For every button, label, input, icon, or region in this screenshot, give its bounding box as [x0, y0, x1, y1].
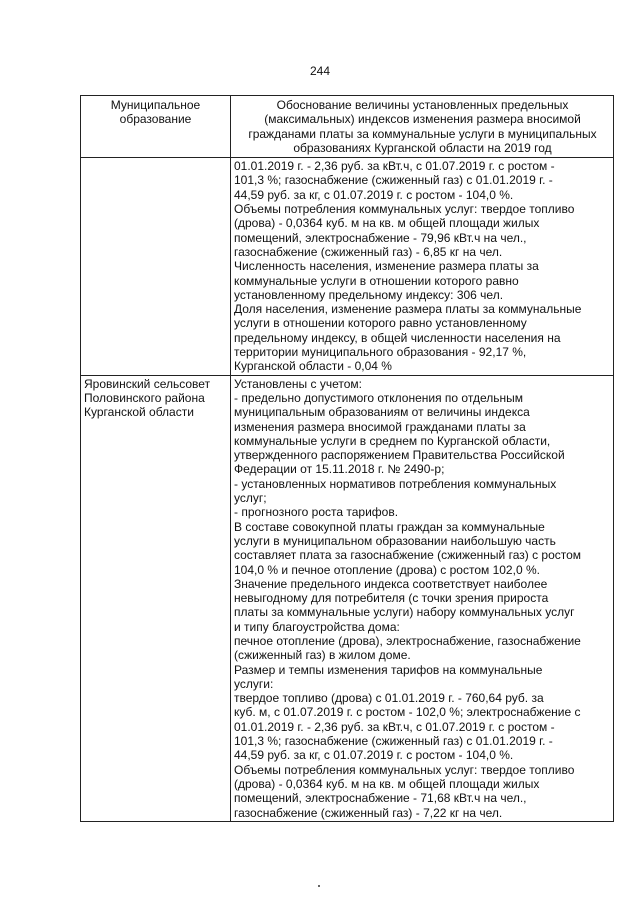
text-line: Курганской области - 0,04 % — [234, 359, 392, 374]
municipality-name-line: Курганской области — [84, 405, 194, 420]
table-row — [81, 375, 613, 821]
text-line: предельному индексу, в общей численности населения на — [234, 330, 561, 345]
text-line: Численность населения, изменение размера платы за — [234, 259, 539, 274]
text-line: помещений, электроснабжение - 71,68 кВт.ч на чел., — [234, 791, 527, 806]
municipality-name-line: Половинского района — [84, 390, 205, 405]
text-line: печное отопление (дрова), электроснабжение, газоснабжение — [234, 633, 581, 648]
text-line: коммунальные услуги в отношении которого равно — [234, 273, 519, 288]
text-line: твердое топливо (дрова) с 01.01.2019 г. - 760,64 руб. за — [234, 691, 544, 706]
text-line: куб. м, с 01.07.2019 г. с ростом - 102,0 %; электроснабжение с — [234, 705, 581, 720]
text-line: Размер и темпы изменения тарифов на коммунальные — [234, 662, 543, 677]
text-line: 44,59 руб. за кг, с 01.07.2019 г. с ростом - 104,0 %. — [234, 187, 514, 202]
header-text-line: (максимальных) индексов изменения размера вносимой — [264, 112, 581, 127]
header-justification — [231, 96, 613, 157]
header-text-line: гражданами платы за коммунальные услуги в муниципальных — [248, 126, 597, 141]
text-line: Федерации от 15.11.2018 г. № 2490-р; — [234, 462, 445, 477]
text-line: невыгодному для потребителя (с точки зрения прироста — [234, 591, 549, 606]
table-header-row — [81, 96, 613, 157]
scan-speck — [318, 885, 320, 887]
text-line: газоснабжение (сжиженный газ) - 6,85 кг на чел. — [234, 244, 503, 259]
header-text-line: Муниципальное — [110, 98, 201, 112]
header-text-line: образованиях Курганской области на 2019 год — [293, 140, 552, 155]
text-line: коммунальные услуги в среднем по Курганской области, — [234, 433, 551, 448]
text-line: помещений, электроснабжение - 79,96 кВт.ч на чел., — [234, 230, 527, 245]
justification-cell — [231, 158, 613, 374]
header-text-line: Обоснование величины установленных предельных — [276, 98, 569, 112]
text-line: территории муниципального образования - 92,17 %, — [234, 345, 527, 360]
text-line: 101,3 %; газоснабжение (сжиженный газ) с 01.01.2019 г. - — [234, 173, 553, 188]
justification-cell — [231, 376, 613, 821]
text-line: и типу благоустройства дома: — [234, 619, 400, 634]
text-line: 01.01.2019 г. - 2,36 руб. за кВт.ч, с 01.07.2019 г. с ростом - — [234, 159, 555, 174]
municipality-name-line: Яровинский сельсовет — [84, 376, 211, 391]
municipality-cell — [81, 158, 231, 374]
text-line: (сжиженный газ) в жилом доме. — [234, 648, 411, 663]
table-row — [81, 157, 613, 374]
text-line: (дрова) - 0,0364 куб. м на кв. м общей площади жилых — [234, 216, 540, 231]
text-line: составляет плата за газоснабжение (сжиженный газ) с ростом — [234, 548, 582, 563]
text-line: - предельно допустимого отклонения по отдельным — [234, 390, 523, 405]
text-line: - установленных нормативов потребления коммунальных — [234, 476, 557, 491]
text-line: (дрова) - 0,0364 куб. м на кв. м общей площади жилых — [234, 776, 540, 791]
text-line: 101,3 %; газоснабжение (сжиженный газ) с 01.01.2019 г. - — [234, 734, 553, 749]
text-line: - прогнозного роста тарифов. — [234, 505, 399, 520]
text-line: 01.01.2019 г. - 2,36 руб. за кВт.ч, с 01.07.2019 г. с ростом - — [234, 719, 555, 734]
text-line: изменения размера вносимой гражданами платы за — [234, 419, 526, 434]
text-line: 44,59 руб. за кг, с 01.07.2019 г. с ростом - 104,0 %. — [234, 748, 514, 763]
text-line: утвержденного распоряжением Правительства Российской — [234, 448, 565, 463]
text-line: Объемы потребления коммунальных услуг: твердое топливо — [234, 762, 575, 777]
text-line: услуги в отношении которого равно установленному — [234, 316, 527, 331]
header-text-line: образование — [119, 112, 192, 127]
text-line: Объемы потребления коммунальных услуг: твердое топливо — [234, 202, 575, 217]
page-number: 244 — [309, 64, 331, 78]
municipality-cell — [81, 376, 231, 821]
text-line: муниципальным образованиям от величины индекса — [234, 405, 530, 420]
tariff-table — [80, 95, 614, 822]
text-line: 104,0 % и печное отопление (дрова) с ростом 102,0 %. — [234, 562, 540, 577]
text-line: услуги в муниципальном образовании наибольшую часть — [234, 533, 556, 548]
text-line: услуг; — [234, 491, 267, 506]
text-line: Доля населения, изменение размера платы за коммунальные — [234, 302, 582, 317]
text-line: платы за коммунальные услуги) набору коммунальных услуг — [234, 605, 575, 620]
text-line: Значение предельного индекса соответствует наиболее — [234, 576, 548, 591]
text-line: услуги: — [234, 676, 274, 691]
text-line: Установлены с учетом: — [234, 376, 362, 391]
text-line: В составе совокупной платы граждан за коммунальные — [234, 519, 545, 534]
text-line: установленному предельному индексу: 306 чел. — [234, 287, 504, 302]
text-line: газоснабжение (сжиженный газ) - 7,22 кг на чел. — [234, 805, 503, 820]
header-municipality — [81, 96, 231, 157]
